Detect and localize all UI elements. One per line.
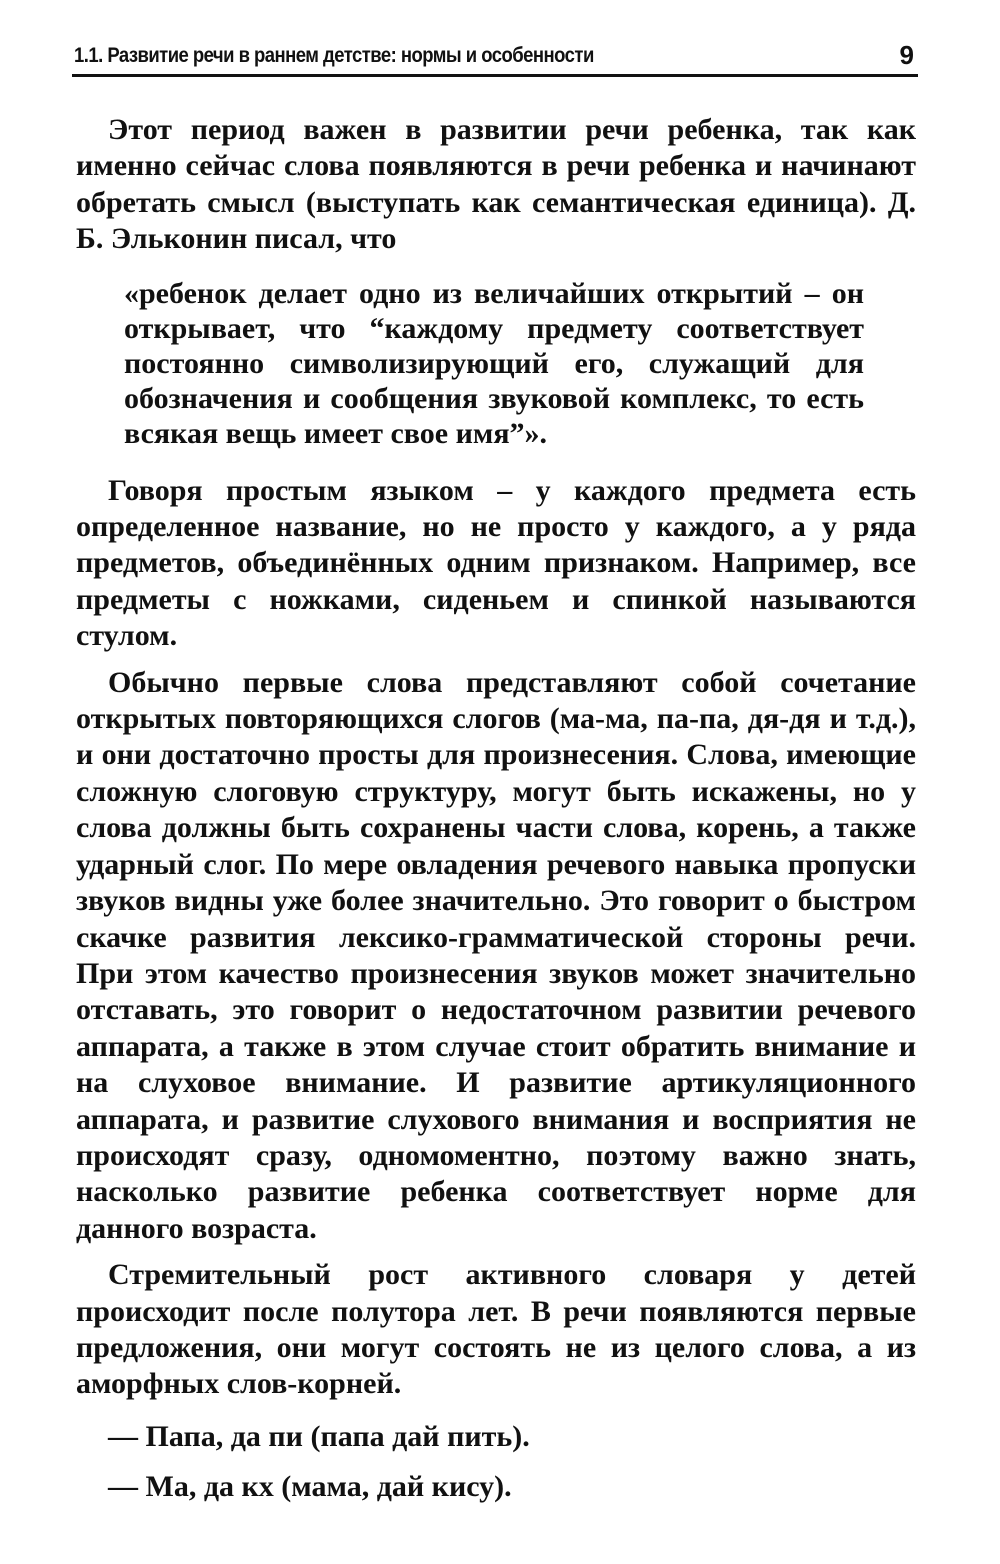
page-number: 9 xyxy=(899,40,914,70)
paragraph-2: Говоря простым языком – у каждого предмета есть определенное название, но не просто у каждого, а у ряда предметов, объединённых одним признаком. Например, все предметы с ножками, сиденьем и спинкой называются стулом. xyxy=(76,473,916,653)
page-body xyxy=(76,112,916,1506)
paragraph-4: Стремительный рост активного словаря у детей происходит после полутора лет. В речи появляются первые предложения, они могут состоять не из целого слова, а из аморфных слов-корней. xyxy=(76,1258,916,1401)
running-head xyxy=(72,40,918,77)
chapter-title: 1.1. Развитие речи в раннем детстве: нормы и особенности xyxy=(74,44,594,67)
dialog-line-2: — Ма, да кх (мама, дай кису). xyxy=(108,1470,512,1504)
paragraph-3: Обычно первые слова представляют собой сочетание открытых повторяющихся слогов (ма-ма, па-па, дя-дя и т.д.), и они достаточно просты для произнесения. Слова, имеющие сложную слоговую структуру, могут быть искажены, но у слова должны быть сохранены части слова, корень, а также ударный слог. По мере овладения речевого навыка пропуски звуков видны уже более значительно. Это говорит о быстром скачке развития лексико-грамматической стороны речи. При этом качество произнесения звуков может значительно отставать, это говорит о недостаточном развитии речевого аппарата, а также в этом случае стоит обратить внимание и на слуховое внимание. И развитие артикуляционного аппарата, и развитие слухового внимания и восприятия не происходят сразу, одномоментно, поэтому важно знать, насколько развитие ребенка соответствует норме для данного возраста. xyxy=(76,665,916,1245)
paragraph-1: Этот период важен в развитии речи ребенка, так как именно сейчас слова появляются в речи ребенка и начинают обретать смысл (выступать как семантическая единица). Д. Б. Эльконин писал, что xyxy=(76,113,916,256)
elkonin-quote: «ребенок делает одно из величайших открытий – он открывает, что “каждому предмету соответствует постоянно символизирующий его, служащий для обозначения и сообщения звуковой комплекс, то есть всякая вещь имеет свое имя”». xyxy=(124,276,864,450)
dialog-line-1: — Папа, да пи (папа дай пить). xyxy=(108,1419,530,1453)
